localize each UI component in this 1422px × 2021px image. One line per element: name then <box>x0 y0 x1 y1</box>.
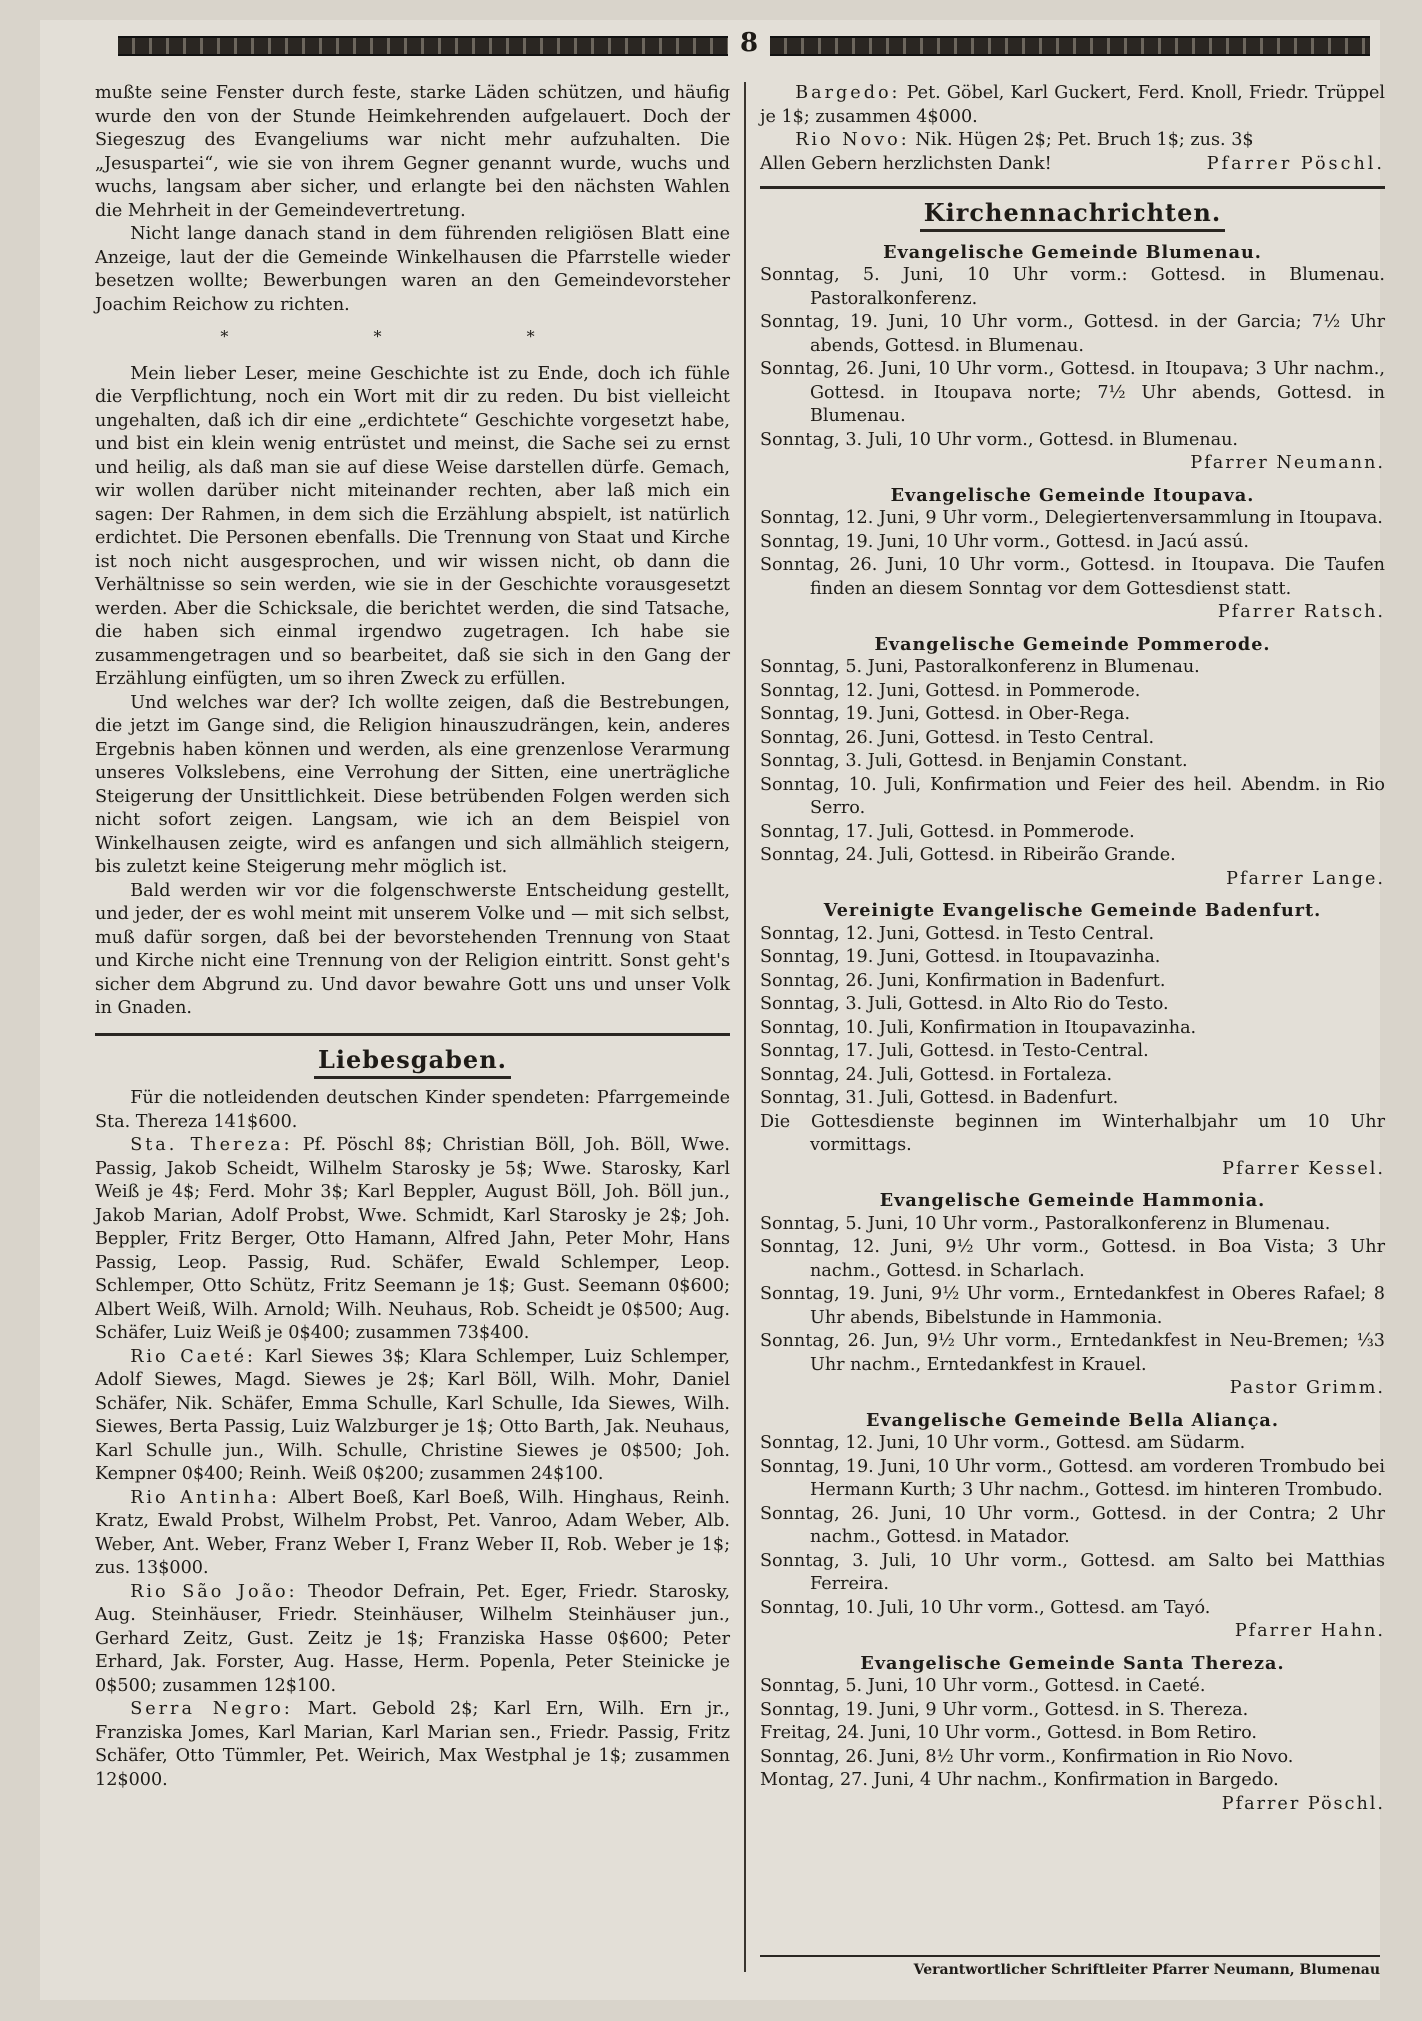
left-column <box>95 82 730 1792</box>
donation-text: Albert Boeß, Karl Boeß, Wilh. Hinghaus, Reinh. Kratz, Ewald Probst, Wilhelm Probst, Pet. Vanroo, Adam Weber, Alb. Weber, Ant. Weber, Franz Weber I, Franz Weber II, Rob. Weber je 1$; zus. 13$000. <box>95 1487 730 1578</box>
column-divider <box>744 82 746 1972</box>
service-entry: Sonntag, 3. Juli, 10 Uhr vorm., Gottesd. am Salto bei Matthias Ferreira. <box>760 1550 1385 1594</box>
pastor-signature: Pfarrer Ratsch. <box>1217 602 1385 622</box>
service-entry: Freitag, 24. Juni, 10 Uhr vorm., Gottesd. in Bom Retiro. <box>760 1723 1257 1743</box>
page-number: 8 <box>739 28 759 58</box>
liebesgaben-heading: Liebesgaben. <box>95 1048 730 1072</box>
service-entry: Sonntag, 26. Juni, Gottesd. in Testo Central. <box>760 727 1155 748</box>
service-entry: Sonntag, 19. Juni, 10 Uhr vorm., Gottesd. in Jacú assú. <box>760 531 1249 552</box>
gemeinde-block <box>760 633 1385 892</box>
service-entry: Sonntag, 3. Juli, 10 Uhr vorm., Gottesd. in Blumenau. <box>760 429 1239 450</box>
gemeinde-name: Vereinigte Evangelische Gemeinde Badenfurt. <box>823 900 1322 921</box>
pastor-signature: Pfarrer Hahn. <box>1234 1621 1385 1641</box>
donation-text: Karl Siewes 3$; Klara Schlemper, Luiz Schlemper, Adolf Siewes, Magd. Siewes je 2$; Karl Böll, Wilh. Mohr, Daniel Schäfer, Nik. Schäfer, Emma Schulle, Karl Schulle, Ida Siewes, Wilh. Siewes, Berta Passig, Luiz Walzburger je 1$; Otto Barth, Jak. Neuhaus, Karl Schulle jun., Wilh. Schulle, Christine Siewes je 0$500; Joh. Kempner 0$400; Reinh. Weiß 0$200; zusammen 24$100. <box>95 1346 731 1484</box>
donation-place: Rio São João: <box>130 1581 298 1602</box>
service-entry: Sonntag, 10. Juli, Konfirmation in Itoupavazinha. <box>760 1017 1197 1038</box>
donation-entry <box>95 1698 730 1792</box>
header-ornament-left <box>118 36 728 56</box>
donation-place: Rio Antinha: <box>130 1487 280 1508</box>
gemeinde-block <box>760 899 1385 1181</box>
gemeinde-name: Evangelische Gemeinde Hammonia. <box>879 1190 1266 1211</box>
service-entry: Sonntag, 5. Juni, 10 Uhr vorm., Pastoralkonferenz in Blumenau. <box>760 1213 1331 1234</box>
afterword-paragraph: Mein lieber Leser, meine Geschichte ist zu Ende, doch ich fühle die Verpflichtung, noch ein Wort mit dir zu reden. Du bist vielleicht ungehalten, daß ich dir eine „erdichtete“ Geschichte vorgesetzt habe, und bist ein klein wenig entrüstet und meinst, die Sache sei zu ernst und heilig, als daß man sie auf diese Weise darstellen dürfe. Gemach, wir wollen darüber nicht miteinander rechten, aber laß mich ein sagen: Der Rahmen, in dem sich die Erzählung abspielt, ist natürlich erdichtet. Die Personen ebenfalls. Die Trennung von Staat und Kirche ist noch nicht ausgesprochen, und wir wissen nicht, ob dann die Verhältnisse so sein werden, wie sie in der Geschichte vorausgesetzt werden. Aber die Schicksale, die berichtet werden, die sind Tatsache, die haben sich einmal irgendwo zugetragen. Ich habe sie zusammengetragen und so bearbeitet, daß sie sich in den Gang der Erzählung einfügten, um so ihren Zweck zu erfüllen. <box>95 363 730 689</box>
service-entry: Sonntag, 19. Juni, 9 Uhr vorm., Gottesd. in S. Thereza. <box>760 1699 1249 1720</box>
pastor-signature: Pfarrer Pöschl. <box>1221 1793 1385 1814</box>
story-paragraph: mußte seine Fenster durch feste, starke Läden schützen, und häufig wurde den von der Stunde Heimkehrenden aufgelauert. Doch der Siegeszug des Evangeliums war nicht mehr aufzuhalten. Die „Jesuspartei“, wie sie von ihrem Gegner genannt wurde, wuchs und wuchs, langsam aber sicher, und erlangte bei den nächsten Wahlen die Mehrheit in der Gemeindevertretung. <box>95 83 730 221</box>
gemeinde-name: Evangelische Gemeinde Santa Thereza. <box>860 1652 1285 1674</box>
pastor-signature: Pfarrer Kessel. <box>1222 1158 1385 1179</box>
donation-entry <box>760 129 1385 153</box>
donation-text: Mart. Gebold 2$; Karl Ern, Wilh. Ern jr., Franziska Jomes, Karl Marian, Karl Marian sen., Friedr. Passig, Fritz Schäfer, Otto Tümmler, Pet. Weirich, Max Westphal je 1$; zusammen 12$000. <box>95 1699 730 1790</box>
service-entry: Sonntag, 26. Juni, Konfirmation in Badenfurt. <box>760 970 1166 991</box>
service-entry: Sonntag, 12. Juni, 9½ Uhr vorm., Gottesd. in Boa Vista; 3 Uhr nachm., Gottesd. in Scharlach. <box>760 1237 1385 1281</box>
donation-entry <box>95 1346 730 1487</box>
afterword-paragraph: Bald werden wir vor die folgenschwerste Entscheidung gestellt, und jeder, der es wohl meint mit unserem Volke und — mit sich selbst, muß dafür sorgen, daß bei der bevorstehenden Trennung von Staat und Kirche nicht eine Trennung von der Religion eintritt. Sonst geht's sicher dem Abgrund zu. Und davor bewahre Gott uns und unser Volk in Gnaden. <box>95 880 730 1018</box>
service-entry: Sonntag, 12. Juni, Gottesd. in Pommerode. <box>760 680 1141 701</box>
gemeinde-block <box>760 1409 1385 1644</box>
service-entry: Sonntag, 26. Juni, 8½ Uhr vorm., Konfirmation in Rio Novo. <box>760 1746 1294 1767</box>
footer-editor-line: Verantwortlicher Schriftleiter Pfarrer Neumann, Blumenau <box>913 1962 1380 1978</box>
service-entry: Sonntag, 5. Juni, 10 Uhr vorm.: Gottesd. in Blumenau. Pastoralkonferenz. <box>760 265 1385 309</box>
gemeinde-block <box>760 484 1385 625</box>
service-entry: Sonntag, 17. Juli, Gottesd. in Pommerode. <box>760 821 1135 842</box>
donation-entry <box>95 1487 730 1581</box>
service-entry: Sonntag, 26. Juni, 10 Uhr vorm., Gottesd. in Itoupava. Die Taufen finden an diesem Sonntag vor dem Gottesdienst statt. <box>760 555 1385 599</box>
horizontal-rule <box>760 186 1385 189</box>
gemeinde-block <box>760 1652 1385 1817</box>
thanks-signature: Pfarrer Pöschl. <box>1206 153 1385 174</box>
gemeinde-block <box>760 241 1385 476</box>
service-entry: Sonntag, 19. Juni, Gottesd. in Ober-Rega. <box>760 704 1131 724</box>
service-entry: Montag, 27. Juni, 4 Uhr nachm., Konfirmation in Bargedo. <box>760 1770 1279 1790</box>
story-paragraph: Nicht lange danach stand in dem führenden religiösen Blatt eine Anzeige, laut der die Gemeinde Winkelhausen die Pfarrstelle wieder besetzen wollte; Bewerbungen waren an den Gemeindevorsteher Joachim Reichow zu richten. <box>95 224 730 315</box>
donation-place: Bargedo: <box>795 83 901 103</box>
service-entry: Sonntag, 26. Jun, 9½ Uhr vorm., Erntedankfest in Neu-Bremen; ⅓3 Uhr nachm., Erntedankfest in Krauel. <box>760 1331 1385 1375</box>
service-entry: Sonntag, 26. Juni, 10 Uhr vorm., Gottesd. in Itoupava; 3 Uhr nachm., Gottesd. in Itoupava norte; 7½ Uhr abends, Gottesd. in Blumenau. <box>760 359 1385 426</box>
service-entry: Sonntag, 24. Juli, Gottesd. in Ribeirão Grande. <box>760 845 1176 865</box>
donation-text: Pet. Göbel, Karl Guckert, Ferd. Knoll, Friedr. Trüppel je 1$; zusammen 4$000. <box>760 83 1386 127</box>
service-entry: Sonntag, 12. Juni, Gottesd. in Testo Central. <box>760 923 1155 944</box>
service-entry: Sonntag, 19. Juni, 9½ Uhr vorm., Erntedankfest in Oberes Rafael; 8 Uhr abends, Bibelstunde in Hammonia. <box>760 1284 1385 1328</box>
service-entry: Sonntag, 5. Juni, 10 Uhr vorm., Gottesd. in Caeté. <box>760 1676 1206 1696</box>
footer-rule <box>760 1955 1380 1957</box>
pastor-signature: Pfarrer Neumann. <box>1190 453 1385 473</box>
service-entry: Sonntag, 24. Juli, Gottesd. in Fortaleza. <box>760 1064 1113 1085</box>
kirchennachrichten-heading: Kirchennachrichten. <box>760 201 1385 225</box>
service-entry: Sonntag, 17. Juli, Gottesd. in Testo-Central. <box>760 1041 1149 1061</box>
header-ornament-right <box>770 36 1370 56</box>
service-entry: Sonntag, 3. Juli, Gottesd. in Benjamin Constant. <box>760 751 1188 771</box>
gemeinde-name: Evangelische Gemeinde Bella Aliança. <box>866 1409 1279 1431</box>
service-entry: Sonntag, 31. Juli, Gottesd. in Badenfurt. <box>760 1088 1119 1108</box>
afterword-paragraph: Und welches war der? Ich wollte zeigen, daß die Bestrebungen, die jetzt im Gange sind, die Religion hinauszudrängen, kein, anderes Ergebnis haben können und werden, als eine grenzenlose Verarmung unseres Volkslebens, eine Verrohung der Sitten, eine unerträgliche Steigerung der Unsittlichkeit. Diese betrübenden Folgen werden sich nicht sofort zeigen. Langsam, wie ich an dem Beispiel von Winkelhausen zeigte, wird es anfangen und sich allmählich steigern, bis zuletzt keine Steigerung mehr möglich ist. <box>95 692 730 877</box>
donation-place: Serra Negro: <box>130 1699 293 1719</box>
liebesgaben-intro: Für die notleidenden deutschen Kinder spendeten: Pfarrgemeinde Sta. Thereza 141$600. <box>95 1088 730 1132</box>
donation-entry <box>95 1581 730 1699</box>
thanks-text: Allen Gebern herzlichsten Dank! <box>760 153 1052 174</box>
donation-entry <box>95 1134 730 1346</box>
gemeinde-list <box>760 241 1385 1817</box>
donation-text: Nik. Hügen 2$; Pet. Bruch 1$; zus. 3$ <box>915 130 1254 150</box>
gemeinde-name: Evangelische Gemeinde Itoupava. <box>890 484 1255 506</box>
service-entry: Sonntag, 26. Juni, 10 Uhr vorm., Gottesd. in der Contra; 2 Uhr nachm., Gottesd. in Matador. <box>760 1503 1385 1547</box>
donation-place: Sta. Thereza: <box>130 1135 293 1155</box>
page-header <box>80 30 1370 56</box>
donation-place: Rio Novo: <box>795 130 910 150</box>
gemeinde-name: Evangelische Gemeinde Blumenau. <box>883 241 1262 263</box>
service-entry: Sonntag, 10. Juli, Konfirmation und Feier des heil. Abendm. in Rio Serro. <box>760 774 1385 818</box>
donation-text: Pf. Pöschl 8$; Christian Böll, Joh. Böll, Wwe. Passig, Jakob Scheidt, Wilhelm Starosky je 5$; Wwe. Starosky, Karl Weiß je 4$; Ferd. Mohr 3$; Karl Beppler, August Böll, Joh. Böll jun., Jakob Marian, Adolf Probst, Wwe. Schmidt, Karl Starosky je 2$; Joh. Beppler, Fritz Berger, Otto Hamann, Alfred Jahn, Peter Mohr, Hans Passig, Leop. Passig, Rud. Schäfer, Ewald Schlemper, Leop. Schlemper, Otto Schütz, Fritz Seemann je 1$; Gust. Seemann 0$600; Albert Weiß, Wilh. Arnold; Wilh. Neuhaus, Rob. Scheidt je 0$500; Aug. Schäfer, Luiz Weiß je 0$400; zusammen 73$400. <box>95 1135 730 1343</box>
service-entry: Sonntag, 3. Juli, Gottesd. in Alto Rio do Testo. <box>760 994 1169 1014</box>
service-entry: Sonntag, 12. Juni, 10 Uhr vorm., Gottesd. am Südarm. <box>760 1433 1246 1453</box>
service-entry: Sonntag, 10. Juli, 10 Uhr vorm., Gottesd. am Tayó. <box>760 1597 1211 1618</box>
donation-entry <box>760 82 1385 129</box>
service-entry: Sonntag, 19. Juni, 10 Uhr vorm., Gottesd. am vorderen Trombudo bei Hermann Kurth; 3 Uhr nachm., Gottesd. im hinteren Trombudo. <box>760 1456 1385 1500</box>
right-column <box>760 82 1385 1816</box>
horizontal-rule <box>95 1033 730 1036</box>
service-entry: Sonntag, 19. Juni, 10 Uhr vorm., Gottesd. in der Garcia; 7½ Uhr abends, Gottesd. in Blumenau. <box>760 312 1385 356</box>
pastor-signature: Pastor Grimm. <box>1229 1378 1385 1398</box>
service-entry: Sonntag, 12. Juni, 9 Uhr vorm., Delegiertenversammlung in Itoupava. <box>760 508 1383 528</box>
pastor-signature: Pfarrer Lange. <box>1226 868 1385 889</box>
service-entry: Sonntag, 19. Juni, Gottesd. in Itoupavazinha. <box>760 947 1161 967</box>
donation-place: Rio Caeté: <box>130 1346 256 1367</box>
gemeinde-block <box>760 1189 1385 1401</box>
gemeinde-name: Evangelische Gemeinde Pommerode. <box>874 633 1271 655</box>
service-entry: Die Gottesdienste beginnen im Winterhalbjahr um 10 Uhr vormittags. <box>760 1111 1385 1155</box>
service-entry: Sonntag, 5. Juni, Pastoralkonferenz in Blumenau. <box>760 657 1200 677</box>
thanks-line <box>760 153 1385 177</box>
donation-list <box>95 1134 730 1792</box>
donation-text: Theodor Defrain, Pet. Eger, Friedr. Starosky, Aug. Steinhäuser, Friedr. Steinhäuser, Wilhelm Steinhäuser jun., Gerhard Zeitz, Gust. Zeitz je 1$; Franziska Hasse 0$600; Peter Erhard, Jak. Forster, Aug. Hasse, Herm. Popenla, Peter Steinicke je 0$500; zusammen 12$100. <box>95 1581 730 1696</box>
section-separator: * * * <box>220 327 605 346</box>
